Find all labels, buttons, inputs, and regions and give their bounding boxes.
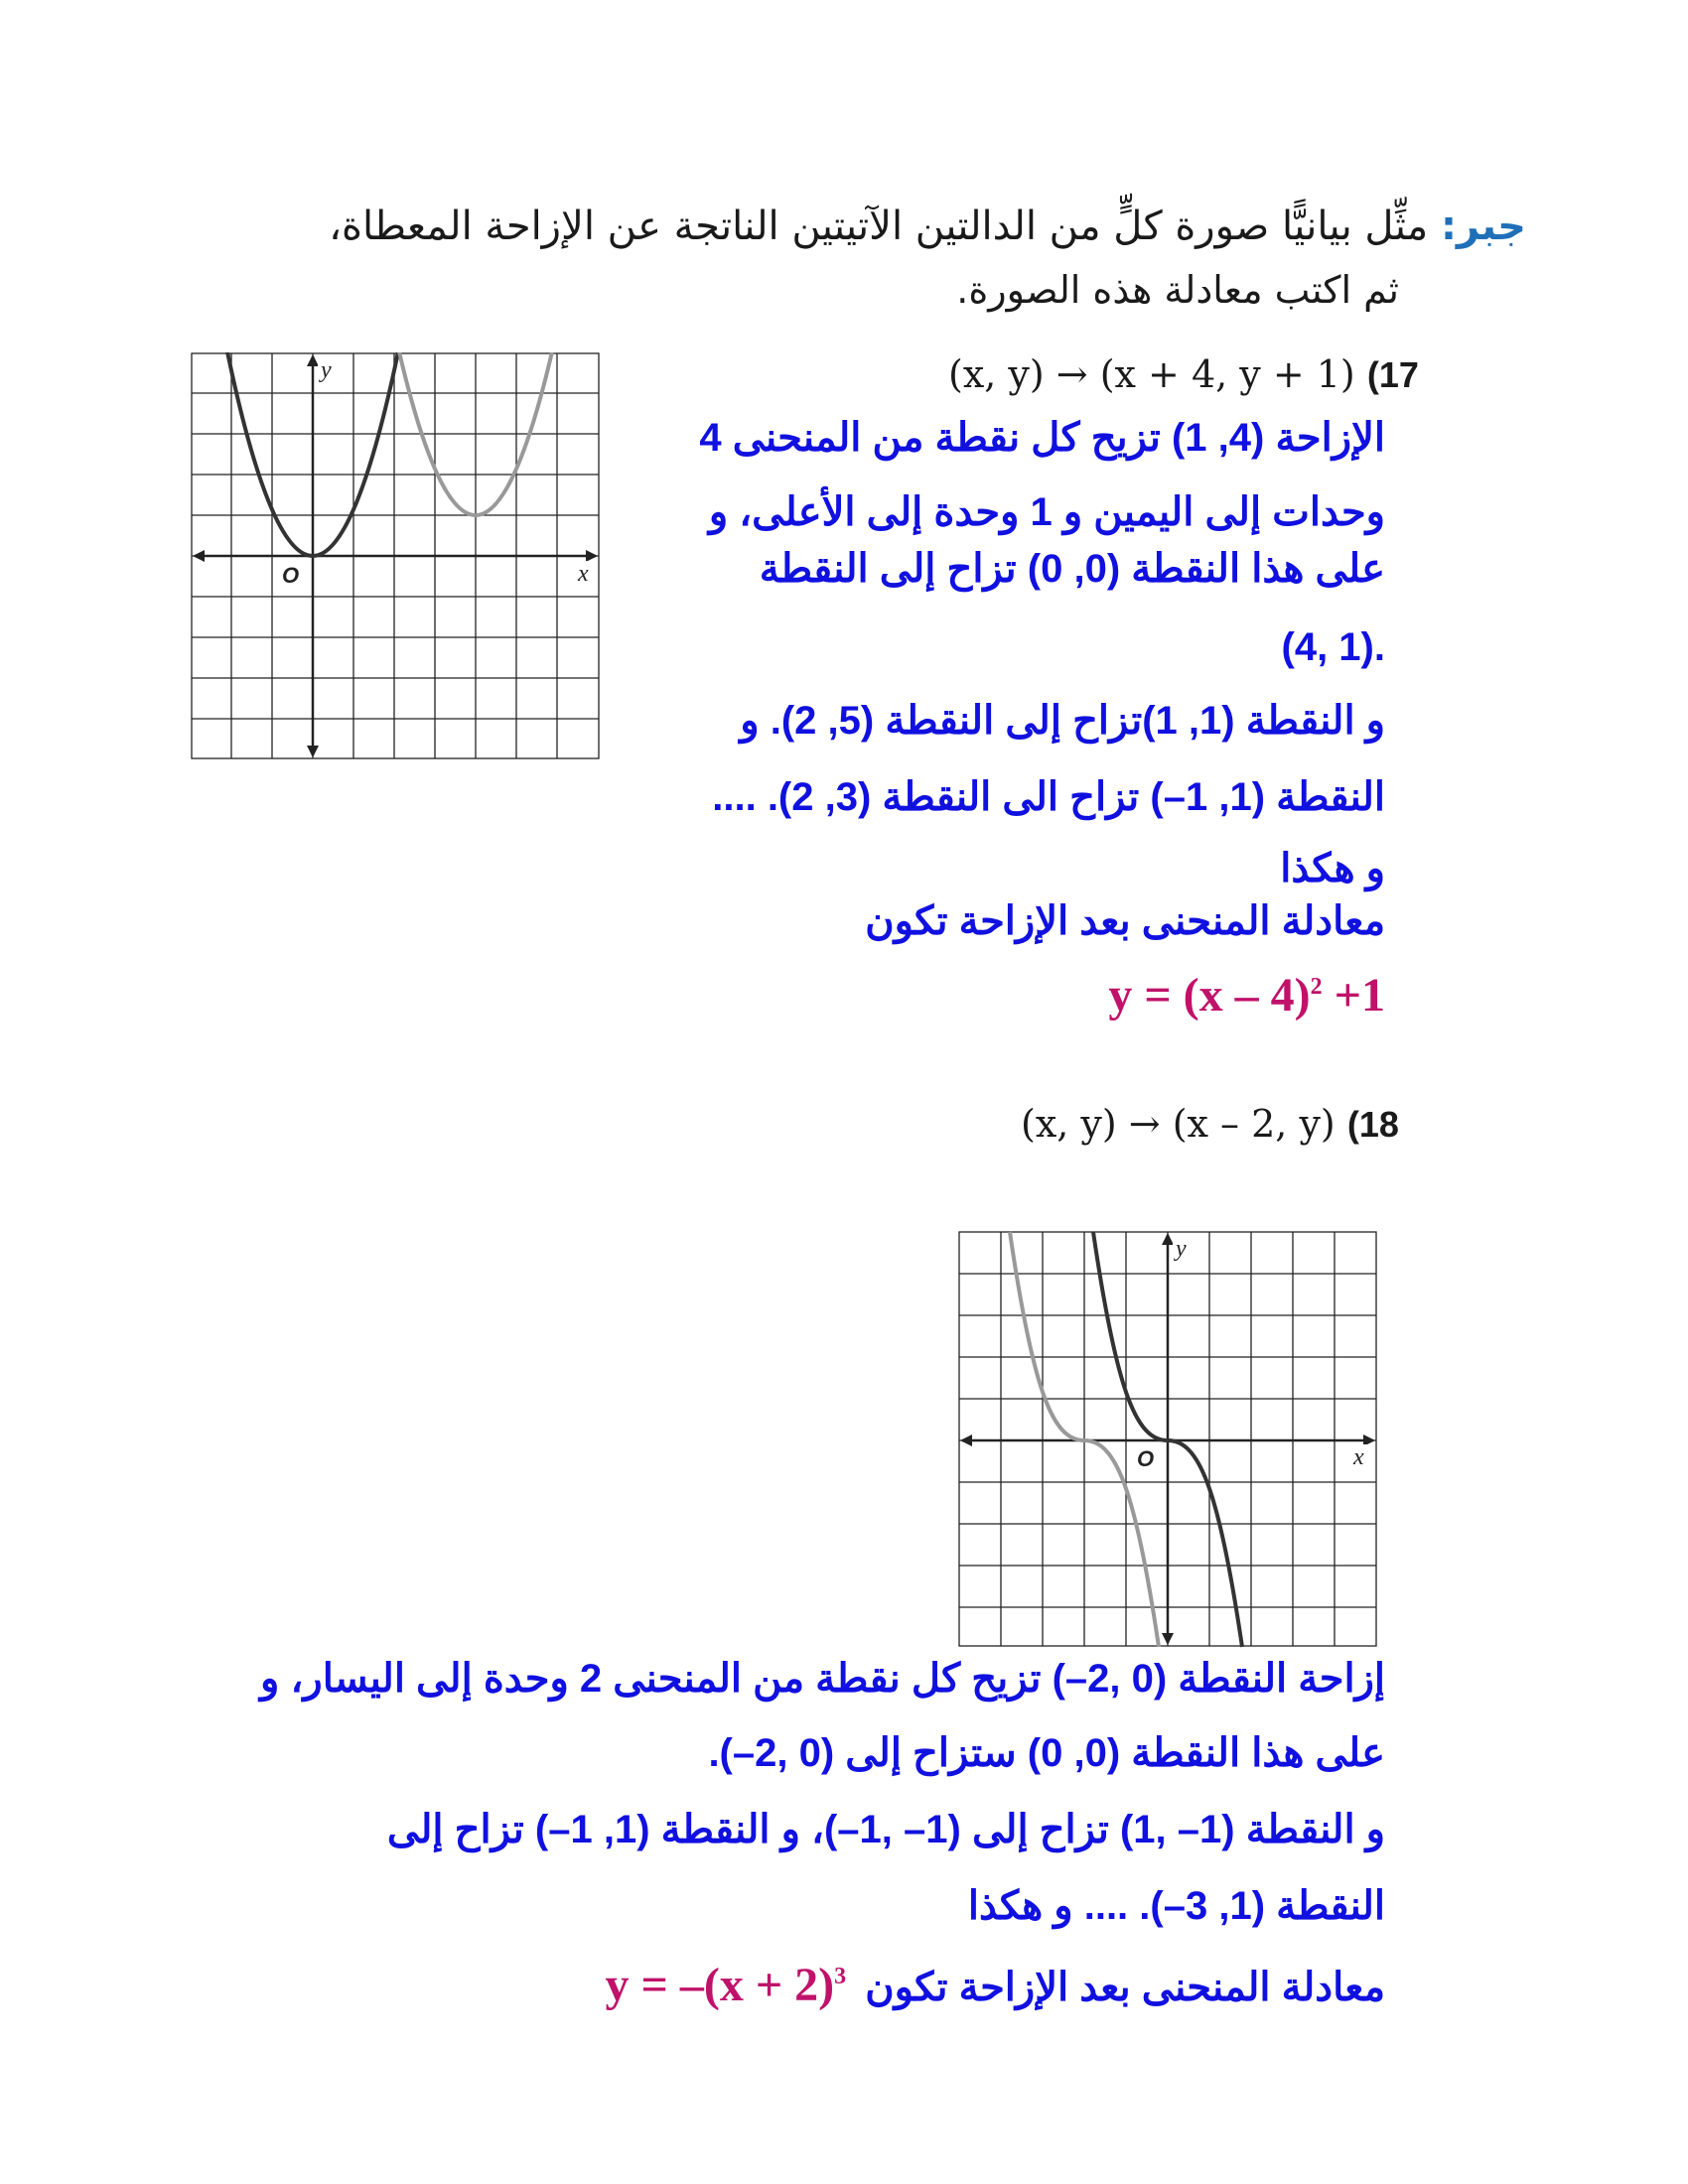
p17-equation-lhs: y = (x – 4) bbox=[1108, 969, 1311, 1022]
problem-17-rule: (x, y) → (x + 4, y + 1) bbox=[948, 352, 1355, 396]
x-axis-arrow-left bbox=[193, 550, 205, 562]
p18-equation bbox=[605, 1959, 846, 2011]
p18-equation-lhs: y = –(x + 2) bbox=[605, 1959, 835, 2011]
instruction-line-2: ثم اكتب معادلة هذه الصورة. bbox=[956, 268, 1399, 312]
y-axis-arrow-up bbox=[307, 354, 319, 366]
y-axis-label: y bbox=[321, 357, 332, 383]
p18-equation-exponent: 3 bbox=[834, 1964, 847, 1989]
y-axis-arrow-up bbox=[1162, 1233, 1174, 1245]
problem-18-rule: (x, y) → (x – 2, y) bbox=[1021, 1102, 1336, 1146]
p17-equation-rhs: +1 bbox=[1322, 969, 1385, 1022]
y-axis-arrow-down bbox=[307, 746, 319, 757]
section-tag: جبر: bbox=[1440, 204, 1526, 249]
p18-line-1: إزاحة النقطة (0 ,2–) تزيح كل نقطة من المنحنى 2 وحدة إلى اليسار، و bbox=[260, 1657, 1385, 1701]
p18-line-5: معادلة المنحنى بعد الإزاحة تكون bbox=[865, 1966, 1385, 2009]
x-axis-label: x bbox=[1353, 1444, 1364, 1470]
y-axis-label: y bbox=[1176, 1236, 1187, 1262]
p17-line-3: على هذا النقطة (0, 0) تزاح إلى النقطة bbox=[759, 547, 1385, 591]
problem-18-header bbox=[1021, 1102, 1399, 1146]
problem-17-number: (17 bbox=[1366, 354, 1419, 395]
p18-line-2: على هذا النقطة (0, 0) ستزاح إلى (0 ,2–). bbox=[708, 1731, 1385, 1775]
p17-line-5: و النقطة (1, 1)تزاح إلى النقطة (5, 2). و bbox=[740, 699, 1385, 743]
instruction-text: مثِّل بيانيًّا صورة كلٍّ من الدالتين الآتيتين الناتجة عن الإزاحة المعطاة، bbox=[329, 204, 1429, 249]
p17-line-2: وحدات إلى اليمين و 1 وحدة إلى الأعلى، و bbox=[708, 490, 1385, 534]
p18-line-3: و النقطة (1– ,1) تزاح إلى (1– ,1–)، و النقطة (1, 1–) تزاح إلى bbox=[386, 1808, 1385, 1851]
origin-label: O bbox=[282, 563, 300, 588]
problem-17-header bbox=[948, 352, 1419, 396]
p17-equation bbox=[1108, 968, 1385, 1023]
problem-18-number: (18 bbox=[1346, 1104, 1399, 1145]
x-axis-label: x bbox=[578, 561, 589, 587]
p18-equation-row bbox=[605, 1958, 1385, 2012]
y-axis-arrow-down bbox=[1162, 1633, 1174, 1645]
p18-line-4: النقطة (1, 3–). .... و هكذا bbox=[967, 1884, 1385, 1928]
instruction-line-1 bbox=[285, 204, 1526, 249]
p17-line-4: (4, 1). bbox=[1281, 625, 1385, 669]
problem-17-graph bbox=[191, 352, 608, 761]
x-axis-arrow-left bbox=[960, 1434, 972, 1446]
p17-line-7: و هكذا bbox=[1280, 847, 1385, 890]
p17-line-6: النقطة (1, 1–) تزاح الى النقطة (3, 2). .... bbox=[712, 775, 1385, 819]
p17-equation-exponent: 2 bbox=[1310, 974, 1323, 1000]
p17-line-1: الإزاحة (4, 1) تزيح كل نقطة من المنحنى 4 bbox=[699, 416, 1385, 460]
problem-18-graph bbox=[958, 1231, 1380, 1648]
origin-label: O bbox=[1137, 1446, 1155, 1471]
p17-line-8: معادلة المنحنى بعد الإزاحة تكون bbox=[865, 899, 1385, 943]
